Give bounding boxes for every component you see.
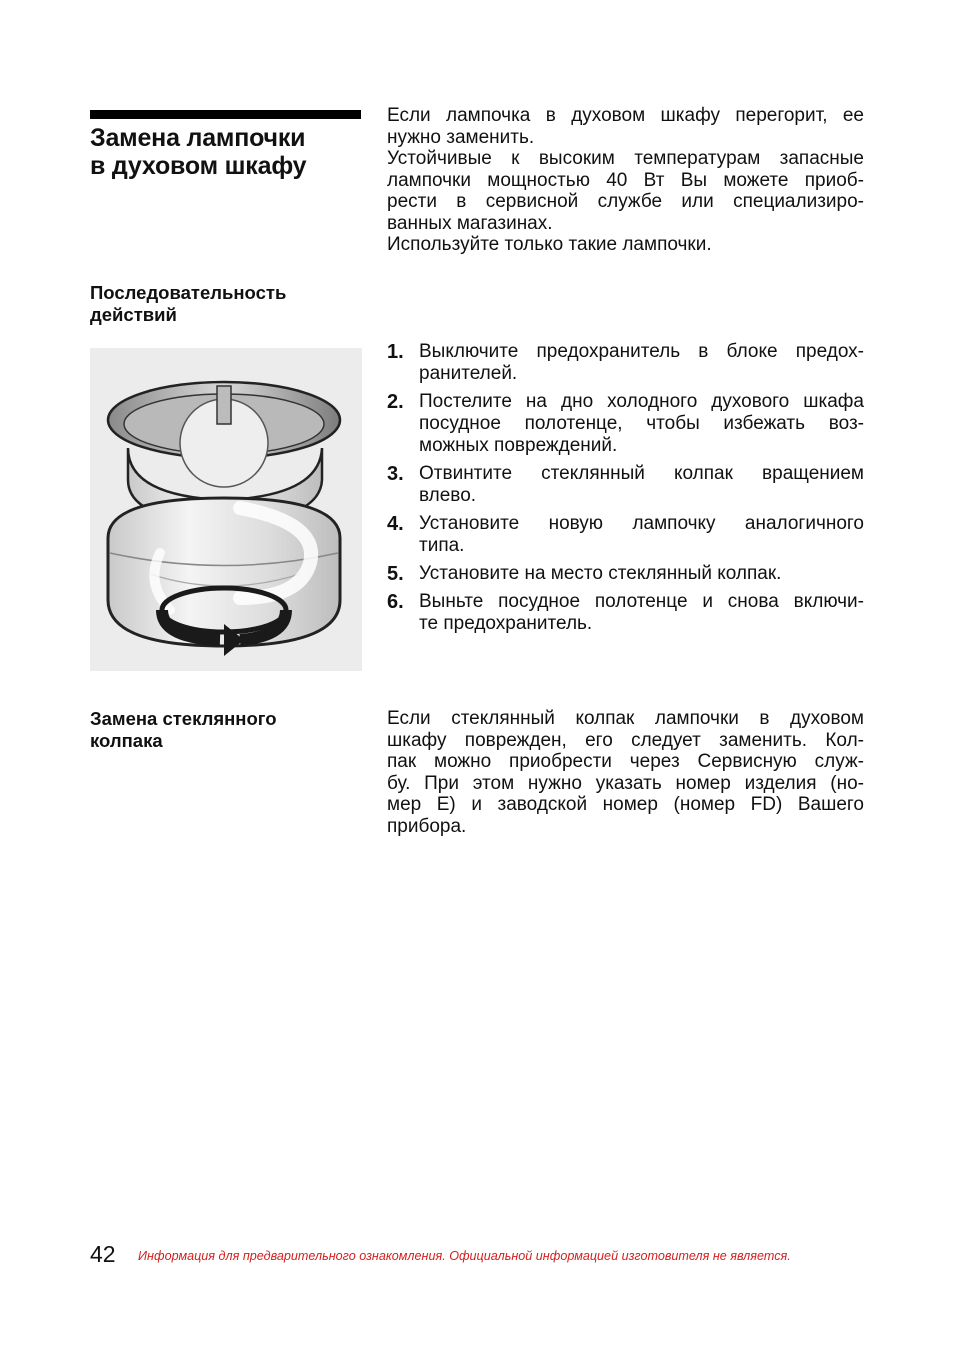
- intro-line: ванных магазинах.: [387, 212, 553, 234]
- intro-line: рести в сервисной службе или специализиро-: [387, 191, 864, 212]
- step-line: можных повреждений.: [419, 435, 618, 456]
- step-line: типа.: [419, 535, 465, 556]
- intro-line: Если лампочка в духовом шкафу перегорит, ее: [387, 105, 864, 126]
- glass-cover-heading-line: колпака: [90, 730, 163, 751]
- glass-cover-line: пак можно приобрести через Сервисную служ-: [387, 751, 864, 772]
- step-line: влево.: [419, 485, 477, 506]
- list-item: [387, 463, 864, 507]
- intro-paragraph: [387, 105, 864, 256]
- step-line: Установите новую лампочку аналогичного: [419, 513, 864, 534]
- step-number: 2.: [387, 391, 404, 413]
- list-item: [387, 341, 864, 385]
- step-line: Выключите предохранитель в блоке предох-: [419, 341, 864, 362]
- list-item: [387, 513, 864, 557]
- step-number: 6.: [387, 591, 404, 613]
- procedure-heading-line: Последовательность: [90, 282, 287, 303]
- procedure-heading-line: действий: [90, 304, 177, 325]
- step-line: Отвинтите стеклянный колпак вращением: [419, 463, 864, 484]
- glass-cover-heading: [90, 708, 360, 752]
- list-item: [387, 591, 864, 635]
- step-line: Постелите на дно холодного духового шкафа: [419, 391, 864, 412]
- step-number: 1.: [387, 341, 404, 363]
- intro-line: нужно заменить.: [387, 126, 535, 148]
- intro-line: Используйте только такие лампочки.: [387, 234, 712, 255]
- glass-cover-heading-line: Замена стеклянного: [90, 708, 277, 729]
- lamp-cover-illustration: [90, 348, 362, 671]
- disclaimer-note: Информация для предварительного ознакомления. Официальной информацией изготовителя не является.: [138, 1249, 791, 1263]
- intro-line: Устойчивые к высоким температурам запасные: [387, 148, 864, 169]
- step-number: 4.: [387, 513, 404, 535]
- intro-line: лампочки мощностью 40 Вт Вы можете приоб-: [387, 169, 864, 191]
- section-title-line: в духовом шкафу: [90, 152, 307, 180]
- glass-cover-paragraph: [387, 708, 864, 837]
- glass-cover-line: шкафу поврежден, его следует заменить. Кол-: [387, 729, 864, 751]
- step-line: ранителей.: [419, 363, 518, 384]
- step-line: те предохранитель.: [419, 613, 593, 634]
- section-title: [90, 124, 365, 180]
- procedure-heading: [90, 282, 360, 326]
- oven-lamp-cover-rotate-icon: [90, 348, 362, 671]
- page-number: 42: [90, 1241, 116, 1267]
- step-line: Выньте посудное полотенце и снова включи-: [419, 591, 864, 612]
- procedure-steps: [387, 341, 864, 641]
- glass-cover-line: мер E) и заводской номер (номер FD) Вашего: [387, 794, 864, 815]
- glass-cover-line: прибора.: [387, 815, 467, 837]
- step-line: посудное полотенце, чтобы избежать воз-: [419, 413, 864, 434]
- step-number: 5.: [387, 563, 404, 585]
- step-number: 3.: [387, 463, 404, 485]
- section-title-line: Замена лампочки: [90, 124, 306, 152]
- section-rule: [90, 110, 361, 119]
- glass-cover-line: Если стеклянный колпак лампочки в духовом: [387, 708, 864, 729]
- glass-cover-line: бу. При этом нужно указать номер изделия (но-: [387, 772, 864, 794]
- list-item: [387, 391, 864, 457]
- step-line: Установите на место стеклянный колпак.: [419, 563, 782, 584]
- list-item: [387, 563, 864, 585]
